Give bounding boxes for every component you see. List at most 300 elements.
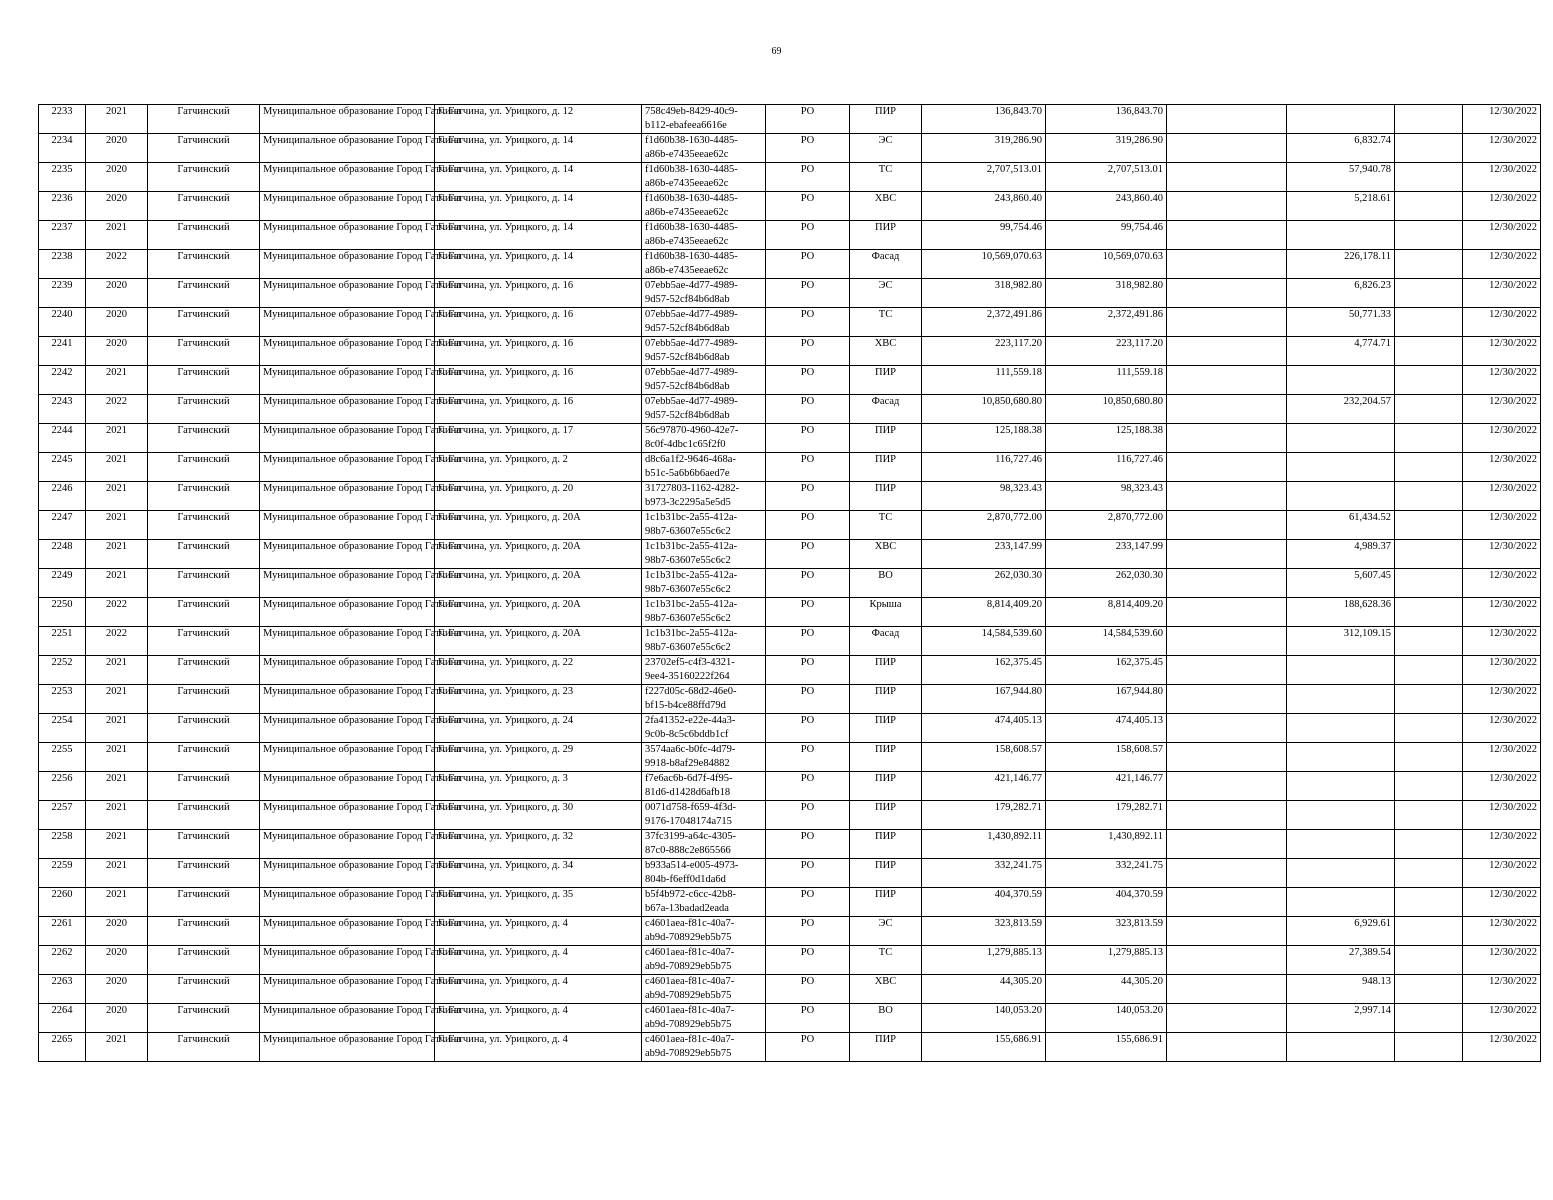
- table-row: [39, 134, 1541, 163]
- cell-year: 2020: [86, 163, 148, 192]
- cell-cost-total: 318,982.80: [922, 279, 1046, 308]
- cell-work-type: ПИР: [850, 772, 922, 801]
- cell-cost-total: 421,146.77: [922, 772, 1046, 801]
- cell-address: Г. Гатчина, ул. Урицкого, д. 3: [435, 772, 642, 801]
- cell-address: Г. Гатчина, ул. Урицкого, д. 20А: [435, 540, 642, 569]
- table-row: [39, 105, 1541, 134]
- cell-empty-b: [1395, 279, 1463, 308]
- guid-line-2: 81d6-d1428d6afb18: [645, 786, 731, 798]
- table-row: [39, 192, 1541, 221]
- cell-empty-b: [1395, 511, 1463, 540]
- cell-cost-fund: 332,241.75: [1046, 859, 1167, 888]
- cell-empty-a: [1167, 163, 1287, 192]
- cell-municipality: Муниципальное образование Город Гатчина: [260, 714, 435, 743]
- cell-cost-control: [1287, 772, 1395, 801]
- cell-district: Гатчинский: [148, 888, 260, 917]
- cell-work-type: Фасад: [850, 627, 922, 656]
- cell-cost-total: 262,030.30: [922, 569, 1046, 598]
- cell-municipality: Муниципальное образование Город Гатчина: [260, 337, 435, 366]
- guid-line-2: 9d57-52cf84b6d8ab: [645, 351, 730, 363]
- cell-cost-control: 57,940.78: [1287, 163, 1395, 192]
- cell-cost-fund: 158,608.57: [1046, 743, 1167, 772]
- cell-address: Г. Гатчина, ул. Урицкого, д. 16: [435, 366, 642, 395]
- cell-empty-b: [1395, 743, 1463, 772]
- cell-municipality: Муниципальное образование Город Гатчина: [260, 366, 435, 395]
- cell-address: Г. Гатчина, ул. Урицкого, д. 14: [435, 163, 642, 192]
- cell-address: Г. Гатчина, ул. Урицкого, д. 4: [435, 946, 642, 975]
- cell-cost-control: [1287, 424, 1395, 453]
- cell-cost-control: [1287, 743, 1395, 772]
- table-row: [39, 511, 1541, 540]
- table-row: [39, 424, 1541, 453]
- guid-line-2: b51c-5a6b6b6aed7e: [645, 467, 730, 479]
- cell-cost-total: 1,430,892.11: [922, 830, 1046, 859]
- cell-district: Гатчинский: [148, 366, 260, 395]
- cell-cost-total: 233,147.99: [922, 540, 1046, 569]
- cell-empty-a: [1167, 859, 1287, 888]
- cell-row-number: 2258: [39, 830, 86, 859]
- cell-district: Гатчинский: [148, 917, 260, 946]
- cell-district: Гатчинский: [148, 1004, 260, 1033]
- cell-cost-total: 125,188.38: [922, 424, 1046, 453]
- cell-row-number: 2236: [39, 192, 86, 221]
- cell-municipality: Муниципальное образование Город Гатчина: [260, 627, 435, 656]
- cell-empty-b: [1395, 801, 1463, 830]
- table-row: [39, 163, 1541, 192]
- cell-year: 2021: [86, 801, 148, 830]
- table-row: [39, 772, 1541, 801]
- table-row: [39, 743, 1541, 772]
- table-row: [39, 975, 1541, 1004]
- cell-row-number: 2239: [39, 279, 86, 308]
- cell-house-guid: [642, 308, 766, 337]
- cell-row-number: 2261: [39, 917, 86, 946]
- cell-empty-b: [1395, 540, 1463, 569]
- guid-line-2: 9918-b8af29e84882: [645, 757, 730, 769]
- cell-cost-fund: 179,282.71: [1046, 801, 1167, 830]
- cell-cost-fund: 474,405.13: [1046, 714, 1167, 743]
- cell-empty-a: [1167, 569, 1287, 598]
- cell-empty-a: [1167, 598, 1287, 627]
- cell-district: Гатчинский: [148, 192, 260, 221]
- cell-date: 12/30/2022: [1463, 743, 1541, 772]
- cell-work-type: ПИР: [850, 453, 922, 482]
- cell-empty-a: [1167, 308, 1287, 337]
- cell-cost-total: 319,286.90: [922, 134, 1046, 163]
- guid-line-1: 37fc3199-a64c-4305-: [645, 831, 736, 842]
- cell-cost-fund: 8,814,409.20: [1046, 598, 1167, 627]
- cell-cost-control: 4,774.71: [1287, 337, 1395, 366]
- cell-empty-b: [1395, 1033, 1463, 1062]
- cell-empty-a: [1167, 888, 1287, 917]
- guid-line-1: 2fa41352-e22e-44a3-: [645, 715, 736, 726]
- cell-empty-b: [1395, 830, 1463, 859]
- cell-municipality: Муниципальное образование Город Гатчина: [260, 395, 435, 424]
- cell-cost-total: 2,870,772.00: [922, 511, 1046, 540]
- cell-work-type: ЭС: [850, 917, 922, 946]
- cell-house-guid: [642, 279, 766, 308]
- cell-empty-b: [1395, 134, 1463, 163]
- guid-line-1: 1c1b31bc-2a55-412a-: [645, 541, 738, 552]
- cell-empty-a: [1167, 801, 1287, 830]
- cell-house-guid: [642, 105, 766, 134]
- cell-municipality: Муниципальное образование Город Гатчина: [260, 279, 435, 308]
- guid-line-2: ab9d-708929eb5b75: [645, 989, 732, 1001]
- guid-line-2: a86b-e7435eeae62c: [645, 264, 729, 276]
- cell-cost-fund: 44,305.20: [1046, 975, 1167, 1004]
- cell-cost-fund: 167,944.80: [1046, 685, 1167, 714]
- cell-work-type: ПИР: [850, 221, 922, 250]
- cell-municipality: Муниципальное образование Город Гатчина: [260, 772, 435, 801]
- cell-date: 12/30/2022: [1463, 627, 1541, 656]
- cell-cost-fund: 2,870,772.00: [1046, 511, 1167, 540]
- cell-district: Гатчинский: [148, 511, 260, 540]
- cell-cost-total: 162,375.45: [922, 656, 1046, 685]
- cell-program-type: РО: [766, 1033, 850, 1062]
- cell-date: 12/30/2022: [1463, 221, 1541, 250]
- cell-district: Гатчинский: [148, 395, 260, 424]
- cell-year: 2021: [86, 482, 148, 511]
- cell-cost-total: 111,559.18: [922, 366, 1046, 395]
- table-row: [39, 859, 1541, 888]
- cell-program-type: РО: [766, 598, 850, 627]
- cell-house-guid: [642, 250, 766, 279]
- cell-program-type: РО: [766, 830, 850, 859]
- cell-municipality: Муниципальное образование Город Гатчина: [260, 917, 435, 946]
- cell-program-type: РО: [766, 192, 850, 221]
- cell-district: Гатчинский: [148, 975, 260, 1004]
- table-row: [39, 453, 1541, 482]
- cell-row-number: 2241: [39, 337, 86, 366]
- cell-row-number: 2249: [39, 569, 86, 598]
- cell-year: 2021: [86, 221, 148, 250]
- cell-empty-a: [1167, 975, 1287, 1004]
- cell-program-type: РО: [766, 424, 850, 453]
- guid-line-2: bf15-b4ce88ffd79d: [645, 699, 726, 711]
- cell-date: 12/30/2022: [1463, 656, 1541, 685]
- cell-row-number: 2243: [39, 395, 86, 424]
- table-row: [39, 221, 1541, 250]
- cell-cost-control: [1287, 830, 1395, 859]
- cell-date: 12/30/2022: [1463, 395, 1541, 424]
- cell-work-type: ПИР: [850, 424, 922, 453]
- cell-district: Гатчинский: [148, 134, 260, 163]
- cell-row-number: 2245: [39, 453, 86, 482]
- table-row: [39, 279, 1541, 308]
- cell-house-guid: [642, 453, 766, 482]
- cell-row-number: 2235: [39, 163, 86, 192]
- cell-cost-total: 243,860.40: [922, 192, 1046, 221]
- cell-cost-control: 2,997.14: [1287, 1004, 1395, 1033]
- guid-line-2: 9d57-52cf84b6d8ab: [645, 380, 730, 392]
- cell-house-guid: [642, 134, 766, 163]
- cell-date: 12/30/2022: [1463, 1033, 1541, 1062]
- cell-program-type: РО: [766, 1004, 850, 1033]
- guid-line-1: b933a514-e005-4973-: [645, 860, 739, 871]
- cell-cost-total: 167,944.80: [922, 685, 1046, 714]
- cell-year: 2022: [86, 627, 148, 656]
- cell-municipality: Муниципальное образование Город Гатчина: [260, 888, 435, 917]
- cell-work-type: ПИР: [850, 859, 922, 888]
- cell-date: 12/30/2022: [1463, 453, 1541, 482]
- cell-year: 2022: [86, 250, 148, 279]
- guid-line-1: c4601aea-f81c-40a7-: [645, 918, 735, 929]
- guid-line-1: 0071d758-f659-4f3d-: [645, 802, 736, 813]
- cell-work-type: ХВС: [850, 975, 922, 1004]
- cell-date: 12/30/2022: [1463, 279, 1541, 308]
- cell-empty-b: [1395, 598, 1463, 627]
- guid-line-2: 98b7-63607e55c6c2: [645, 583, 731, 595]
- cell-house-guid: [642, 656, 766, 685]
- cell-empty-a: [1167, 1004, 1287, 1033]
- cell-program-type: РО: [766, 975, 850, 1004]
- cell-work-type: Фасад: [850, 250, 922, 279]
- cell-empty-a: [1167, 540, 1287, 569]
- cell-district: Гатчинский: [148, 656, 260, 685]
- cell-address: Г. Гатчина, ул. Урицкого, д. 4: [435, 1004, 642, 1033]
- cell-year: 2020: [86, 308, 148, 337]
- cell-date: 12/30/2022: [1463, 946, 1541, 975]
- cell-empty-b: [1395, 308, 1463, 337]
- cell-cost-control: 27,389.54: [1287, 946, 1395, 975]
- cell-empty-a: [1167, 279, 1287, 308]
- cell-program-type: РО: [766, 540, 850, 569]
- cell-year: 2021: [86, 540, 148, 569]
- cell-work-type: ТС: [850, 163, 922, 192]
- cell-row-number: 2260: [39, 888, 86, 917]
- cell-program-type: РО: [766, 395, 850, 424]
- cell-date: 12/30/2022: [1463, 801, 1541, 830]
- guid-line-1: 31727803-1162-4282-: [645, 483, 740, 494]
- cell-house-guid: [642, 569, 766, 598]
- cell-row-number: 2234: [39, 134, 86, 163]
- cell-program-type: РО: [766, 279, 850, 308]
- cell-cost-fund: 319,286.90: [1046, 134, 1167, 163]
- cell-empty-a: [1167, 830, 1287, 859]
- cell-address: Г. Гатчина, ул. Урицкого, д. 20А: [435, 598, 642, 627]
- cell-cost-fund: 1,430,892.11: [1046, 830, 1167, 859]
- cell-date: 12/30/2022: [1463, 859, 1541, 888]
- cell-address: Г. Гатчина, ул. Урицкого, д. 24: [435, 714, 642, 743]
- cell-year: 2021: [86, 743, 148, 772]
- cell-address: Г. Гатчина, ул. Урицкого, д. 20: [435, 482, 642, 511]
- guid-line-1: 23702ef5-c4f3-4321-: [645, 657, 735, 668]
- cell-address: Г. Гатчина, ул. Урицкого, д. 16: [435, 395, 642, 424]
- cell-empty-b: [1395, 395, 1463, 424]
- table-row: [39, 250, 1541, 279]
- cell-work-type: ПИР: [850, 105, 922, 134]
- guid-line-2: b112-ebafeea6616e: [645, 119, 727, 131]
- cell-district: Гатчинский: [148, 1033, 260, 1062]
- cell-municipality: Муниципальное образование Город Гатчина: [260, 453, 435, 482]
- cell-empty-b: [1395, 946, 1463, 975]
- cell-program-type: РО: [766, 511, 850, 540]
- cell-cost-fund: 262,030.30: [1046, 569, 1167, 598]
- guid-line-1: 07ebb5ae-4d77-4989-: [645, 309, 738, 320]
- cell-cost-total: 10,850,680.80: [922, 395, 1046, 424]
- cell-cost-control: 6,832.74: [1287, 134, 1395, 163]
- cell-year: 2021: [86, 511, 148, 540]
- cell-cost-control: [1287, 859, 1395, 888]
- cell-district: Гатчинский: [148, 772, 260, 801]
- cell-address: Г. Гатчина, ул. Урицкого, д. 14: [435, 134, 642, 163]
- cell-program-type: РО: [766, 308, 850, 337]
- cell-cost-total: 2,707,513.01: [922, 163, 1046, 192]
- table-row: [39, 366, 1541, 395]
- cell-municipality: Муниципальное образование Город Гатчина: [260, 250, 435, 279]
- cell-empty-a: [1167, 714, 1287, 743]
- page-number: 69: [771, 46, 782, 57]
- cell-cost-control: [1287, 221, 1395, 250]
- cell-empty-b: [1395, 337, 1463, 366]
- cell-cost-total: 8,814,409.20: [922, 598, 1046, 627]
- guid-line-2: 9c0b-8c5c6bddb1cf: [645, 728, 729, 740]
- cell-cost-total: 1,279,885.13: [922, 946, 1046, 975]
- cell-date: 12/30/2022: [1463, 569, 1541, 598]
- cell-municipality: Муниципальное образование Город Гатчина: [260, 569, 435, 598]
- cell-address: Г. Гатчина, ул. Урицкого, д. 16: [435, 279, 642, 308]
- register-table: [38, 104, 1541, 1062]
- cell-cost-control: [1287, 801, 1395, 830]
- cell-cost-fund: 10,850,680.80: [1046, 395, 1167, 424]
- cell-address: Г. Гатчина, ул. Урицкого, д. 23: [435, 685, 642, 714]
- cell-program-type: РО: [766, 453, 850, 482]
- cell-year: 2020: [86, 134, 148, 163]
- cell-cost-control: 232,204.57: [1287, 395, 1395, 424]
- cell-year: 2022: [86, 598, 148, 627]
- cell-date: 12/30/2022: [1463, 685, 1541, 714]
- guid-line-1: 07ebb5ae-4d77-4989-: [645, 280, 738, 291]
- cell-date: 12/30/2022: [1463, 337, 1541, 366]
- cell-municipality: Муниципальное образование Город Гатчина: [260, 511, 435, 540]
- cell-empty-a: [1167, 250, 1287, 279]
- cell-row-number: 2251: [39, 627, 86, 656]
- cell-empty-a: [1167, 134, 1287, 163]
- cell-house-guid: [642, 511, 766, 540]
- table-row: [39, 482, 1541, 511]
- cell-work-type: ТС: [850, 946, 922, 975]
- cell-cost-fund: 125,188.38: [1046, 424, 1167, 453]
- cell-cost-total: 332,241.75: [922, 859, 1046, 888]
- cell-year: 2021: [86, 105, 148, 134]
- cell-year: 2020: [86, 192, 148, 221]
- guid-line-1: f1d60b38-1630-4485-: [645, 164, 738, 175]
- cell-empty-a: [1167, 482, 1287, 511]
- guid-line-1: 3574aa6c-b0fc-4d79-: [645, 744, 736, 755]
- cell-date: 12/30/2022: [1463, 917, 1541, 946]
- cell-year: 2021: [86, 888, 148, 917]
- guid-line-2: ab9d-708929eb5b75: [645, 931, 732, 943]
- cell-program-type: РО: [766, 627, 850, 656]
- cell-program-type: РО: [766, 105, 850, 134]
- guid-line-1: c4601aea-f81c-40a7-: [645, 947, 735, 958]
- cell-empty-a: [1167, 772, 1287, 801]
- cell-work-type: ХВС: [850, 192, 922, 221]
- cell-address: Г. Гатчина, ул. Урицкого, д. 2: [435, 453, 642, 482]
- cell-cost-total: 158,608.57: [922, 743, 1046, 772]
- cell-work-type: ПИР: [850, 482, 922, 511]
- cell-district: Гатчинский: [148, 482, 260, 511]
- cell-district: Гатчинский: [148, 598, 260, 627]
- cell-district: Гатчинский: [148, 105, 260, 134]
- guid-line-2: ab9d-708929eb5b75: [645, 1047, 732, 1059]
- guid-line-1: 1c1b31bc-2a55-412a-: [645, 599, 738, 610]
- guid-line-1: d8c6a1f2-9646-468a-: [645, 454, 736, 465]
- cell-date: 12/30/2022: [1463, 511, 1541, 540]
- cell-cost-total: 474,405.13: [922, 714, 1046, 743]
- cell-cost-total: 140,053.20: [922, 1004, 1046, 1033]
- table-row: [39, 888, 1541, 917]
- cell-cost-fund: 404,370.59: [1046, 888, 1167, 917]
- cell-house-guid: [642, 685, 766, 714]
- guid-line-1: f1d60b38-1630-4485-: [645, 193, 738, 204]
- cell-cost-fund: 2,372,491.86: [1046, 308, 1167, 337]
- cell-house-guid: [642, 366, 766, 395]
- guid-line-1: 56c97870-4960-42e7-: [645, 425, 739, 436]
- guid-line-2: 9d57-52cf84b6d8ab: [645, 409, 730, 421]
- cell-cost-fund: 136,843.70: [1046, 105, 1167, 134]
- cell-house-guid: [642, 888, 766, 917]
- cell-year: 2020: [86, 337, 148, 366]
- cell-year: 2021: [86, 685, 148, 714]
- cell-year: 2021: [86, 1033, 148, 1062]
- cell-cost-fund: 98,323.43: [1046, 482, 1167, 511]
- cell-row-number: 2257: [39, 801, 86, 830]
- guid-line-2: 9176-17048174a715: [645, 815, 732, 827]
- cell-cost-fund: 233,147.99: [1046, 540, 1167, 569]
- guid-line-2: 87c0-888c2e865566: [645, 844, 731, 856]
- cell-municipality: Муниципальное образование Город Гатчина: [260, 308, 435, 337]
- cell-address: Г. Гатчина, ул. Урицкого, д. 35: [435, 888, 642, 917]
- cell-program-type: РО: [766, 743, 850, 772]
- cell-empty-a: [1167, 337, 1287, 366]
- cell-empty-b: [1395, 424, 1463, 453]
- cell-row-number: 2254: [39, 714, 86, 743]
- cell-year: 2021: [86, 859, 148, 888]
- cell-house-guid: [642, 830, 766, 859]
- cell-municipality: Муниципальное образование Город Гатчина: [260, 743, 435, 772]
- guid-line-1: f1d60b38-1630-4485-: [645, 251, 738, 262]
- cell-house-guid: [642, 192, 766, 221]
- cell-address: Г. Гатчина, ул. Урицкого, д. 4: [435, 975, 642, 1004]
- cell-cost-total: 116,727.46: [922, 453, 1046, 482]
- cell-cost-total: 44,305.20: [922, 975, 1046, 1004]
- guid-line-1: f1d60b38-1630-4485-: [645, 222, 738, 233]
- cell-district: Гатчинский: [148, 424, 260, 453]
- cell-cost-total: 14,584,539.60: [922, 627, 1046, 656]
- cell-municipality: Муниципальное образование Город Гатчина: [260, 859, 435, 888]
- cell-work-type: ХВС: [850, 337, 922, 366]
- cell-municipality: Муниципальное образование Город Гатчина: [260, 1004, 435, 1033]
- cell-house-guid: [642, 772, 766, 801]
- cell-date: 12/30/2022: [1463, 163, 1541, 192]
- cell-program-type: РО: [766, 685, 850, 714]
- cell-district: Гатчинский: [148, 540, 260, 569]
- cell-cost-fund: 318,982.80: [1046, 279, 1167, 308]
- cell-address: Г. Гатчина, ул. Урицкого, д. 32: [435, 830, 642, 859]
- cell-year: 2022: [86, 395, 148, 424]
- cell-empty-b: [1395, 221, 1463, 250]
- guid-line-1: 758c49eb-8429-40c9-: [645, 106, 738, 117]
- cell-municipality: Муниципальное образование Город Гатчина: [260, 105, 435, 134]
- cell-year: 2020: [86, 279, 148, 308]
- cell-work-type: ПИР: [850, 656, 922, 685]
- cell-house-guid: [642, 859, 766, 888]
- cell-house-guid: [642, 801, 766, 830]
- cell-cost-total: 99,754.46: [922, 221, 1046, 250]
- cell-district: Гатчинский: [148, 250, 260, 279]
- cell-cost-control: 226,178.11: [1287, 250, 1395, 279]
